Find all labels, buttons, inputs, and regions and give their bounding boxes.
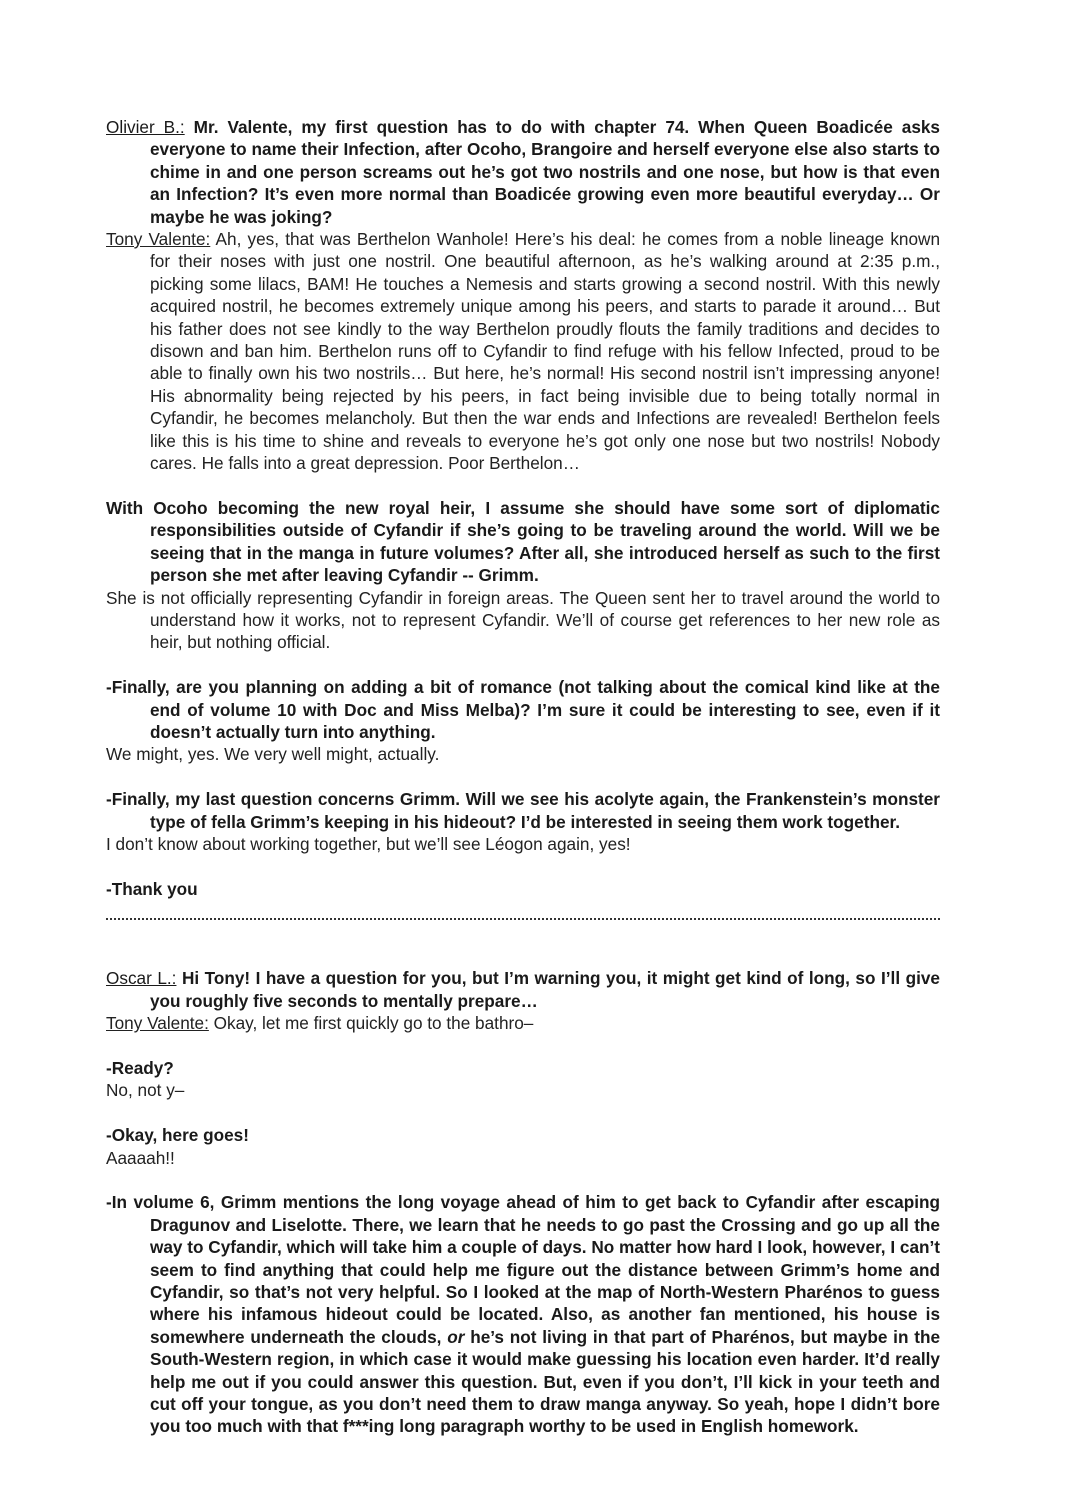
question-olivier-chapter-74 xyxy=(106,116,940,228)
question-romance xyxy=(106,676,940,743)
question-ocoho-heir xyxy=(106,497,940,587)
answer-ocoho-heir xyxy=(106,587,940,654)
document-body xyxy=(106,116,940,1438)
answer-text: Ah, yes, that was Berthelon Wanhole! Here’s his deal: he comes from a noble lineage known for their noses with just one nostril. One beautiful afternoon, as he’s walking around at 2:35 p.m., picking some lilacs, BAM! He touches a Nemesis and starts growing a second nostril. With this newly acquired nostril, he becomes extremely unique among his peers, and starts to parade it around… But his father does not see kindly to the way Berthelon proudly flouts the family traditions and decides to disown and ban him. Berthelon runs off to Cyfandir to find refuge with his fellow Infected, proud to be able to finally own his two nostrils… But here, he’s normal! His second nostril isn’t impressing anyone! His abnormality being rejected by his peers, in fact being invisible due to being totally normal in Cyfandir, he becomes melancholy. But then the war ends and Infections are revealed! Berthelon feels like this is his time to shine and reveals to everyone he’s got only one nose but two nostrils! Nobody cares. He falls into a great depression. Poor Berthelon… xyxy=(150,229,940,474)
spacer xyxy=(106,1102,940,1124)
question-text: Mr. Valente, my first question has to do with chapter 74. When Queen Boadicée asks everyone to name their Infection, after Ocoho, Brangoire and herself everyone else also starts to chime in and one person screams out he’s got two nostrils and one nose, but how is that even an Infection? It’s even more normal than Boadicée growing even more beautiful everyday… Or maybe he was joking? xyxy=(150,117,940,227)
question-text: -Thank you xyxy=(106,878,198,899)
speaker-olivier: Olivier B.: xyxy=(106,117,185,137)
question-grimm-acolyte xyxy=(106,788,940,833)
speaker-oscar: Oscar L.: xyxy=(106,968,177,989)
speaker-tony-valente: Tony Valente: xyxy=(106,1013,209,1034)
question-text: -Finally, my last question concerns Grimm. Will we see his acolyte again, the Frankenstein’s monster type of fella Grimm’s keeping in his hideout? I’d be interested in seeing them work together. xyxy=(106,789,940,832)
spacer xyxy=(106,1169,940,1191)
speaker-tony-valente: Tony Valente: xyxy=(106,229,211,250)
spacer xyxy=(106,475,940,497)
dotted-separator xyxy=(106,900,940,922)
question-text: -Finally, are you planning on adding a bit of romance (not talking about the comical kind like at the end of volume 10 with Doc and Miss Melba)? I’m sure it could be interesting to see, even if it doesn’t actually turn into anything. xyxy=(106,677,940,742)
question-text-or: or xyxy=(447,1326,465,1347)
answer-text: Aaaaah!! xyxy=(106,1147,175,1168)
spacer xyxy=(106,923,940,945)
question-text-part-1: -In volume 6, Grimm mentions the long voyage ahead of him to get back to Cyfandir after escaping Dragunov and Liselotte. There, we learn that he needs to go past the Crossing and go up all the way to Cyfandir, which will take him a couple of days. No matter how hard I look, however, I can’t seem to find anything that could help me figure out the distance between Grimm’s home and Cyfandir, so that’s not very helpful. So I looked at the map of North-Western Pharénos to guess where his infamous hideout could be located. Also, as another fan mentioned, his house is somewhere underneath the clouds, xyxy=(106,1192,940,1347)
spacer xyxy=(106,945,940,967)
question-here-goes xyxy=(106,1124,940,1146)
answer-not-yet xyxy=(106,1079,940,1101)
closing-thank-you xyxy=(106,878,940,900)
answer-text: She is not officially representing Cyfandir in foreign areas. The Queen sent her to travel around the world to understand how it works, not to represent Cyfandir. We’ll of course get references to her new role as heir, but nothing official. xyxy=(106,587,940,653)
answer-bathroom xyxy=(106,1012,940,1034)
answer-romance xyxy=(106,743,940,765)
spacer xyxy=(106,855,940,877)
question-text: -Okay, here goes! xyxy=(106,1125,249,1146)
answer-berthelon xyxy=(106,228,940,474)
spacer xyxy=(106,766,940,788)
question-grimm-hideout xyxy=(106,1191,940,1437)
spacer xyxy=(106,1035,940,1057)
spacer xyxy=(106,654,940,676)
question-ready xyxy=(106,1057,940,1079)
answer-text: Okay, let me first quickly go to the bathro– xyxy=(208,1013,534,1034)
question-text: Hi Tony! I have a question for you, but I’m warning you, it might get kind of long, so I’ll give you roughly five seconds to mentally prepare… xyxy=(150,968,940,1011)
answer-text: I don’t know about working together, but we’ll see Léogon again, yes! xyxy=(106,833,631,854)
answer-text: No, not y– xyxy=(106,1080,185,1101)
answer-scream xyxy=(106,1147,940,1169)
answer-grimm-acolyte xyxy=(106,833,940,855)
question-text-part-2: he’s not living in that part of Pharénos, but maybe in the South-Western region, in which case it would make guessing his location even harder. It’d really help me out if you could answer this question. But, even if you don’t, I’ll kick in your teeth and cut off your tongue, as you don’t need them to draw manga anyway. So yeah, hope I didn’t bore you too much with that f***ing long paragraph worthy to be used in English homework. xyxy=(150,1326,941,1437)
question-text: -Ready? xyxy=(106,1057,174,1078)
answer-text: We might, yes. We very well might, actually. xyxy=(106,744,440,765)
question-text: With Ocoho becoming the new royal heir, I assume she should have some sort of diplomatic responsibilities outside of Cyfandir if she’s going to be traveling around the world. Will we be seeing that in the manga in future volumes? After all, she introduced herself as such to the first person she met after leaving Cyfandir -- Grimm. xyxy=(106,497,940,586)
question-oscar-intro xyxy=(106,967,940,1012)
